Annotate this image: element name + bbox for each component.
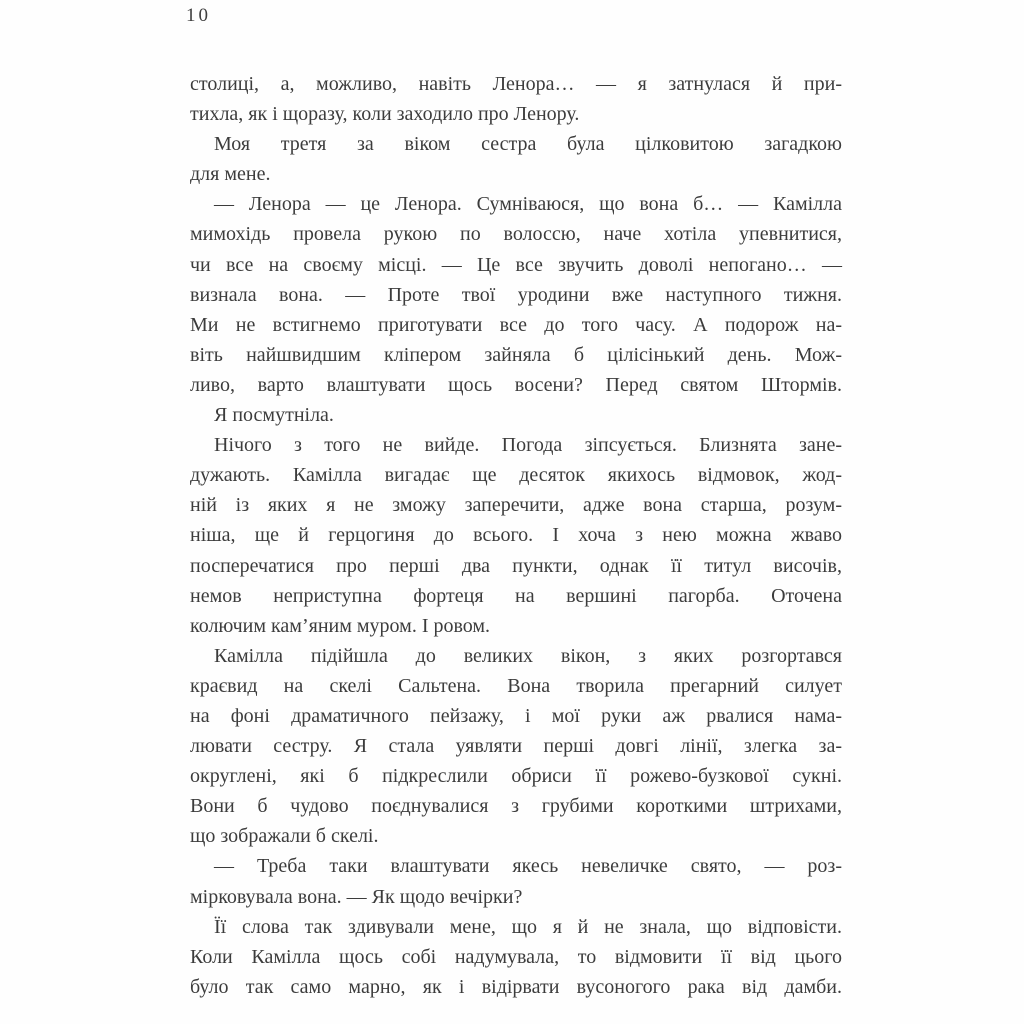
text-line: віть найшвидшим кліпером зайняла б цілісінький день. Мож- — [190, 343, 842, 366]
text-line: мимохідь провела рукою по волоссю, наче хотіла упевнитися, — [190, 223, 842, 246]
text-line: Я посмутніла. — [214, 404, 334, 427]
text-line: Вони б чудово поєднувалися з грубими короткими штрихами, — [190, 795, 842, 818]
text-line: тихла, як і щоразу, коли заходило про Ленору. — [190, 103, 580, 126]
text-line: Нічого з того не вийде. Погода зіпсується. Близнята зане- — [214, 434, 842, 457]
body-text-block — [190, 69, 842, 1002]
text-line: ніша, ще й герцогиня до всього. І хоча з нею можна жваво — [190, 524, 842, 547]
text-line: немов неприступна фортеця на вершині пагорба. Оточена — [190, 584, 842, 607]
text-line: чи все на своєму місці. — Це все звучить доволі непогано… — — [190, 253, 842, 276]
text-line: що зображали б скелі. — [190, 825, 379, 848]
text-line: лювати сестру. Я стала уявляти перші довгі лінії, злегка за- — [190, 735, 842, 758]
text-line: — Треба таки влаштувати якесь невеличке свято, — роз- — [214, 855, 842, 878]
text-line: краєвид на скелі Сальтена. Вона творила прегарний силует — [190, 674, 842, 697]
text-line: ливо, варто влаштувати щось восени? Перед святом Штормів. — [190, 373, 842, 396]
text-line: на фоні драматичного пейзажу, і мої руки аж рвалися нама- — [190, 704, 842, 727]
text-line: дужають. Камілла вигадає ще десяток якихось відмовок, жод- — [190, 464, 842, 487]
text-line: колючим кам’яним муром. І ровом. — [190, 614, 491, 637]
text-line: столиці, а, можливо, навіть Ленора… — я затнулася й при- — [190, 73, 842, 95]
text-line: мірковувала вона. — Як щодо вечірки? — [190, 885, 523, 908]
text-line: Її слова так здивували мене, що я й не знала, що відповісти. — [214, 915, 842, 938]
text-line: визнала вона. — Проте твої уродини вже наступного тижня. — [190, 283, 842, 306]
text-line: ній із яких я не зможу заперечити, адже вона старша, розум- — [190, 494, 842, 517]
text-line: посперечатися про перші два пункти, однак її титул височів, — [190, 554, 842, 577]
page-number: 10 — [186, 5, 211, 26]
text-line: Моя третя за віком сестра була цілковитою загадкою — [214, 133, 842, 156]
text-line: Коли Камілла щось собі надумувала, то відмовити її від цього — [190, 945, 842, 968]
text-line: для мене. — [190, 163, 271, 186]
text-line: було так само марно, як і відірвати вусоногого рака від дамби. — [190, 975, 842, 998]
text-line: Ми не встигнемо приготувати все до того часу. А подорож на- — [190, 313, 842, 336]
text-line: — Ленора — це Ленора. Сумніваюся, що вона б… — Камілла — [214, 193, 842, 216]
text-line: округлені, які б підкреслили обриси її рожево-бузкової сукні. — [190, 765, 842, 788]
text-line: Камілла підійшла до великих вікон, з яких розгортався — [214, 644, 842, 667]
